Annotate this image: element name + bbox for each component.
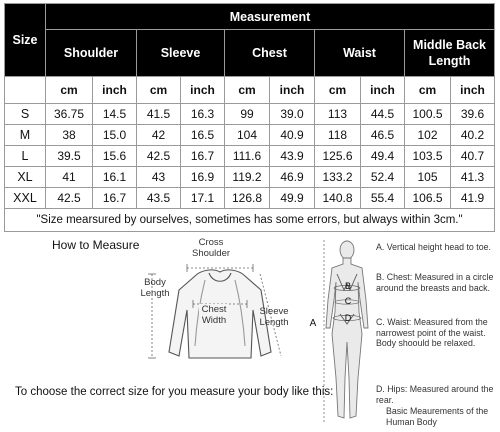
table-cell: 15.0 bbox=[93, 125, 137, 146]
sleeve-length-label: Sleeve Length bbox=[259, 306, 289, 328]
legend-item-a: A. Vertical height head to toe. bbox=[376, 242, 491, 252]
table-cell: 42 bbox=[137, 125, 181, 146]
unit-cell: inch bbox=[451, 77, 495, 104]
legend-item-c: C. Waist: Measured from the narrowest point of the waist. Body shoould be relaxed. bbox=[376, 317, 488, 348]
table-cell: 49.9 bbox=[270, 188, 315, 209]
human-body-diagram bbox=[318, 238, 376, 428]
table-cell: 40.7 bbox=[451, 146, 495, 167]
table-cell: 16.5 bbox=[181, 125, 225, 146]
choose-size-instruction: To choose the correct size for you measure your body like this: bbox=[15, 386, 334, 398]
table-cell: 41.9 bbox=[451, 188, 495, 209]
size-cell: L bbox=[5, 146, 46, 167]
table-row bbox=[5, 167, 495, 188]
table-cell: 106.5 bbox=[405, 188, 451, 209]
unit-spacer bbox=[5, 77, 46, 104]
table-cell: 14.5 bbox=[93, 104, 137, 125]
table-row bbox=[5, 104, 495, 125]
table-cell: 39.5 bbox=[46, 146, 93, 167]
table-cell: 140.8 bbox=[315, 188, 361, 209]
table-cell: 41 bbox=[46, 167, 93, 188]
table-cell: 42.5 bbox=[137, 146, 181, 167]
size-cell: M bbox=[5, 125, 46, 146]
table-cell: 42.5 bbox=[46, 188, 93, 209]
measurement-header-row bbox=[5, 4, 495, 30]
table-cell: 39.0 bbox=[270, 104, 315, 125]
body-length-label: Body Length bbox=[140, 277, 170, 299]
chest-width-label: Chest Width bbox=[199, 304, 229, 326]
cross-shoulder-dimension bbox=[187, 264, 253, 272]
table-cell: 49.4 bbox=[361, 146, 405, 167]
table-cell: 16.3 bbox=[181, 104, 225, 125]
table-cell: 43.5 bbox=[137, 188, 181, 209]
table-cell: 99 bbox=[225, 104, 270, 125]
measurement-header: Measurement bbox=[46, 4, 495, 30]
unit-cell: inch bbox=[361, 77, 405, 104]
table-cell: 44.5 bbox=[361, 104, 405, 125]
table-cell: 133.2 bbox=[315, 167, 361, 188]
table-cell: 126.8 bbox=[225, 188, 270, 209]
table-cell: 113 bbox=[315, 104, 361, 125]
shoulder-header: Shoulder bbox=[46, 30, 137, 77]
size-header: Size bbox=[5, 4, 46, 77]
table-cell: 16.7 bbox=[93, 188, 137, 209]
marker-d: D bbox=[344, 313, 352, 323]
size-chart-table bbox=[4, 3, 495, 232]
legend-item-b: B. Chest: Measured in a circle around the breasts and back. bbox=[376, 272, 494, 293]
table-cell: 43.9 bbox=[270, 146, 315, 167]
unit-row bbox=[5, 77, 495, 104]
unit-cell: cm bbox=[137, 77, 181, 104]
unit-cell: cm bbox=[225, 77, 270, 104]
waist-header: Waist bbox=[315, 30, 405, 77]
table-cell: 46.5 bbox=[361, 125, 405, 146]
unit-cell: inch bbox=[181, 77, 225, 104]
unit-cell: inch bbox=[93, 77, 137, 104]
table-cell: 40.2 bbox=[451, 125, 495, 146]
table-cell: 41.5 bbox=[137, 104, 181, 125]
unit-cell: cm bbox=[46, 77, 93, 104]
table-cell: 119.2 bbox=[225, 167, 270, 188]
unit-cell: inch bbox=[270, 77, 315, 104]
table-cell: 38 bbox=[46, 125, 93, 146]
unit-cell: cm bbox=[315, 77, 361, 104]
marker-c: C bbox=[344, 296, 352, 306]
table-cell: 36.75 bbox=[46, 104, 93, 125]
table-cell: 16.1 bbox=[93, 167, 137, 188]
table-cell: 125.6 bbox=[315, 146, 361, 167]
table-row bbox=[5, 125, 495, 146]
table-cell: 41.3 bbox=[451, 167, 495, 188]
marker-a: A bbox=[309, 318, 317, 329]
table-cell: 102 bbox=[405, 125, 451, 146]
chest-header: Chest bbox=[225, 30, 315, 77]
unit-cell: cm bbox=[405, 77, 451, 104]
table-cell: 55.4 bbox=[361, 188, 405, 209]
table-cell: 40.9 bbox=[270, 125, 315, 146]
table-row bbox=[5, 146, 495, 167]
table-cell: 105 bbox=[405, 167, 451, 188]
table-cell: 16.7 bbox=[181, 146, 225, 167]
body-diagram-footer: Basic Meaurements of the Human Body bbox=[386, 406, 489, 427]
table-cell: 100.5 bbox=[405, 104, 451, 125]
sleeve-header: Sleeve bbox=[137, 30, 225, 77]
garment-measure-diagram bbox=[135, 246, 335, 376]
table-cell: 111.6 bbox=[225, 146, 270, 167]
table-row bbox=[5, 188, 495, 209]
table-cell: 43 bbox=[137, 167, 181, 188]
body-figure-icon bbox=[326, 241, 368, 418]
table-cell: 104 bbox=[225, 125, 270, 146]
size-cell: S bbox=[5, 104, 46, 125]
note-row bbox=[5, 209, 495, 232]
size-cell: XXL bbox=[5, 188, 46, 209]
middle-back-length-header bbox=[405, 30, 495, 77]
table-cell: 46.9 bbox=[270, 167, 315, 188]
table-cell: 103.5 bbox=[405, 146, 451, 167]
middle-back-length-label: Middle Back Length bbox=[413, 37, 486, 68]
size-cell: XL bbox=[5, 167, 46, 188]
table-cell: 17.1 bbox=[181, 188, 225, 209]
cross-shoulder-label: Cross Shoulder bbox=[191, 237, 231, 259]
table-cell: 52.4 bbox=[361, 167, 405, 188]
marker-b: B bbox=[344, 281, 351, 291]
column-name-row bbox=[5, 30, 495, 77]
how-to-measure-title: How to Measure bbox=[52, 238, 140, 252]
table-cell: 39.6 bbox=[451, 104, 495, 125]
size-note: "Size mearsured by ourselves, sometimes has some errors, but always within 3cm." bbox=[5, 209, 495, 232]
table-cell: 15.6 bbox=[93, 146, 137, 167]
table-cell: 118 bbox=[315, 125, 361, 146]
table-cell: 16.9 bbox=[181, 167, 225, 188]
legend-item-d: D. Hips: Measured around the rear. bbox=[376, 384, 494, 405]
